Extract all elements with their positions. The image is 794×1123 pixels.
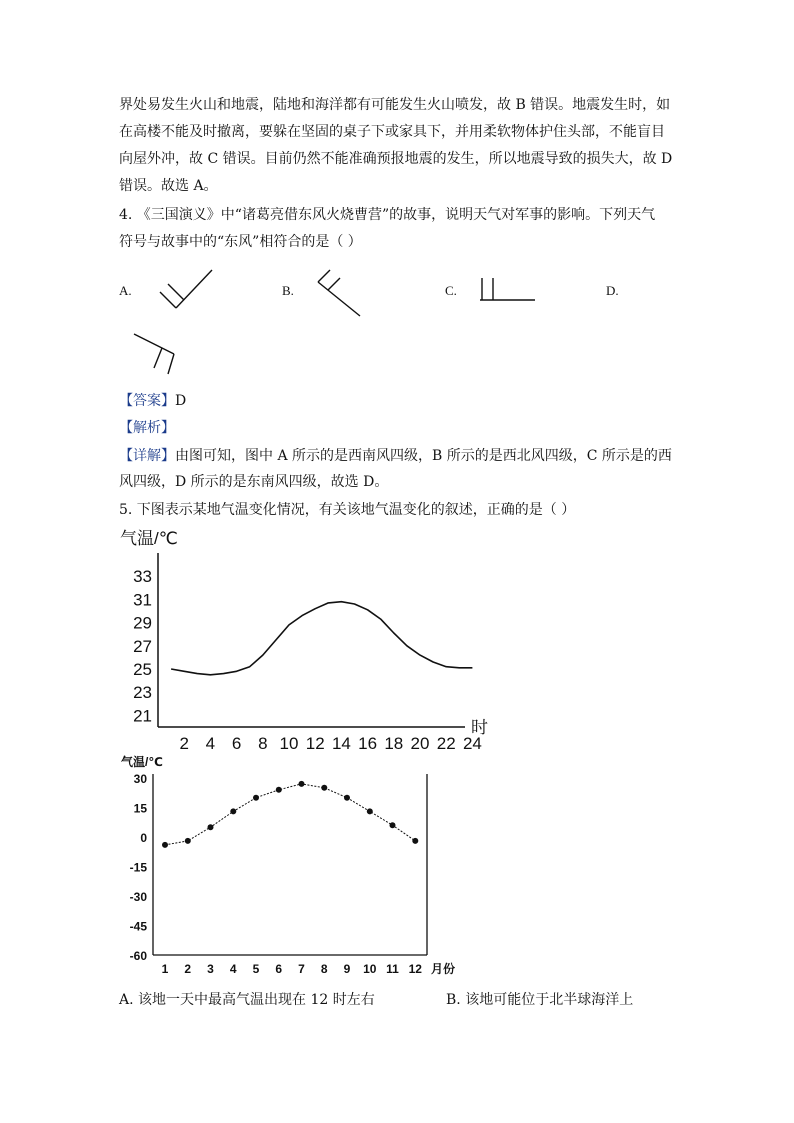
y-tick-label: 27 — [133, 636, 152, 656]
option-b-label: B. — [282, 283, 294, 298]
x-tick-label: 4 — [205, 734, 216, 753]
y-tick-label: 25 — [133, 660, 152, 679]
wind-symbol-northwest-icon — [314, 266, 374, 318]
data-point — [367, 808, 373, 814]
monthly-temperature-chart — [115, 752, 465, 987]
wind-symbol-southeast-icon — [128, 330, 182, 378]
y-tick-label: 33 — [133, 567, 152, 587]
data-point — [230, 808, 236, 814]
data-point — [321, 785, 327, 791]
option-d-label: D. — [606, 283, 619, 298]
x-tick-label: 10 — [363, 962, 377, 976]
detail-tag: 【详解】 — [119, 448, 175, 464]
data-point — [185, 838, 191, 844]
y-tick-label: 23 — [133, 683, 152, 703]
y-tick-label: 0 — [140, 831, 147, 845]
text-line: 向屋外冲，故 C 错误。目前仍然不能准确预报地震的发生，所以地震导致的损失大，故 D — [119, 151, 673, 167]
x-tick-label: 2 — [179, 734, 189, 753]
analysis-tag: 【解析】 — [119, 420, 175, 436]
y-tick-label: 29 — [133, 613, 152, 633]
question-5-stem: 5. 下图表示某地气温变化情况，有关该地气温变化的叙述，正确的是（ ） — [119, 502, 576, 518]
x-tick-label: 6 — [231, 734, 242, 753]
y-tick-label: -45 — [129, 919, 147, 934]
y-tick-label: -30 — [129, 890, 147, 904]
x-tick-label: 22 — [436, 734, 456, 753]
x-tick-label: 16 — [358, 734, 378, 753]
y-tick-label: 30 — [133, 772, 147, 786]
question-stem-line: 符号与故事中的“东风”相符合的是（ ） — [119, 234, 362, 250]
option-b: B. 该地可能位于北半球海洋上 — [446, 992, 634, 1008]
x-tick-label: 18 — [384, 734, 404, 753]
y-axis-label: 气温/℃ — [120, 529, 178, 548]
x-tick-label: 3 — [207, 962, 214, 976]
x-tick-label: 12 — [408, 962, 422, 976]
text-line: 在高楼不能及时撤离，要躲在坚固的桌子下或家具下，并用柔软物体护住头部，不能盲目 — [119, 124, 665, 140]
x-tick-label: 8 — [320, 962, 328, 976]
x-axis-label: 月份 — [431, 962, 456, 976]
option-a: A. 该地一天中最高气温出现在 12 时左右 — [119, 992, 375, 1008]
x-tick-label: 11 — [386, 962, 399, 976]
x-axis-label: 时 — [471, 718, 488, 737]
option-c-label: C. — [445, 283, 457, 298]
x-tick-label: 14 — [331, 734, 351, 753]
x-tick-label: 2 — [184, 962, 192, 976]
x-tick-label: 12 — [305, 734, 325, 753]
y-tick-label: 21 — [133, 706, 152, 726]
y-axis-label: 气温/℃ — [121, 755, 163, 769]
detail-line: 风四级，D 所示的是东南风四级，故选 D。 — [119, 474, 389, 490]
temperature-line — [165, 784, 415, 845]
data-point — [253, 795, 259, 801]
x-tick-label: 8 — [258, 734, 268, 753]
text-line: 错误。故选 A。 — [119, 178, 218, 194]
detail-line — [119, 446, 672, 466]
wind-symbol-west-icon — [476, 272, 540, 306]
x-tick-label: 7 — [298, 962, 305, 976]
data-point — [276, 787, 282, 793]
y-tick-label: -60 — [129, 949, 147, 963]
data-point — [412, 838, 418, 844]
temperature-line — [171, 602, 472, 675]
x-tick-label: 1 — [161, 962, 169, 976]
data-point — [390, 822, 396, 828]
x-tick-label: 20 — [410, 734, 430, 753]
data-point — [162, 842, 168, 848]
x-tick-label: 24 — [462, 734, 482, 753]
answer-tag: 【答案】 — [119, 393, 175, 409]
y-tick-label: 31 — [133, 590, 152, 610]
x-tick-label: 5 — [252, 962, 260, 976]
text-line: 界处易发生火山和地震，陆地和海洋都有可能发生火山喷发，故 B 错误。地震发生时，如 — [119, 97, 671, 113]
x-tick-label: 9 — [343, 962, 351, 976]
question-stem-line: 4. 《三国演义》中“诸葛亮借东风火烧曹营”的故事，说明天气对军事的影响。下列天气 — [119, 207, 656, 223]
wind-symbol-southwest-icon — [150, 262, 220, 314]
data-point — [208, 824, 214, 830]
y-tick-label: -15 — [129, 860, 147, 875]
x-tick-label: 6 — [275, 962, 283, 976]
y-tick-label: 15 — [133, 801, 147, 816]
answer-line — [119, 391, 186, 411]
answer-value: D — [175, 393, 187, 409]
daily-temperature-chart — [115, 525, 500, 755]
x-tick-label: 4 — [229, 962, 237, 976]
data-point — [299, 781, 305, 787]
detail-text: 由图可知，图中 A 所示的是西南风四级，B 所示的是西北风四级，C 所示是的西 — [175, 448, 672, 464]
data-point — [344, 795, 350, 801]
option-a-label: A. — [119, 283, 132, 298]
x-tick-label: 10 — [279, 734, 299, 753]
